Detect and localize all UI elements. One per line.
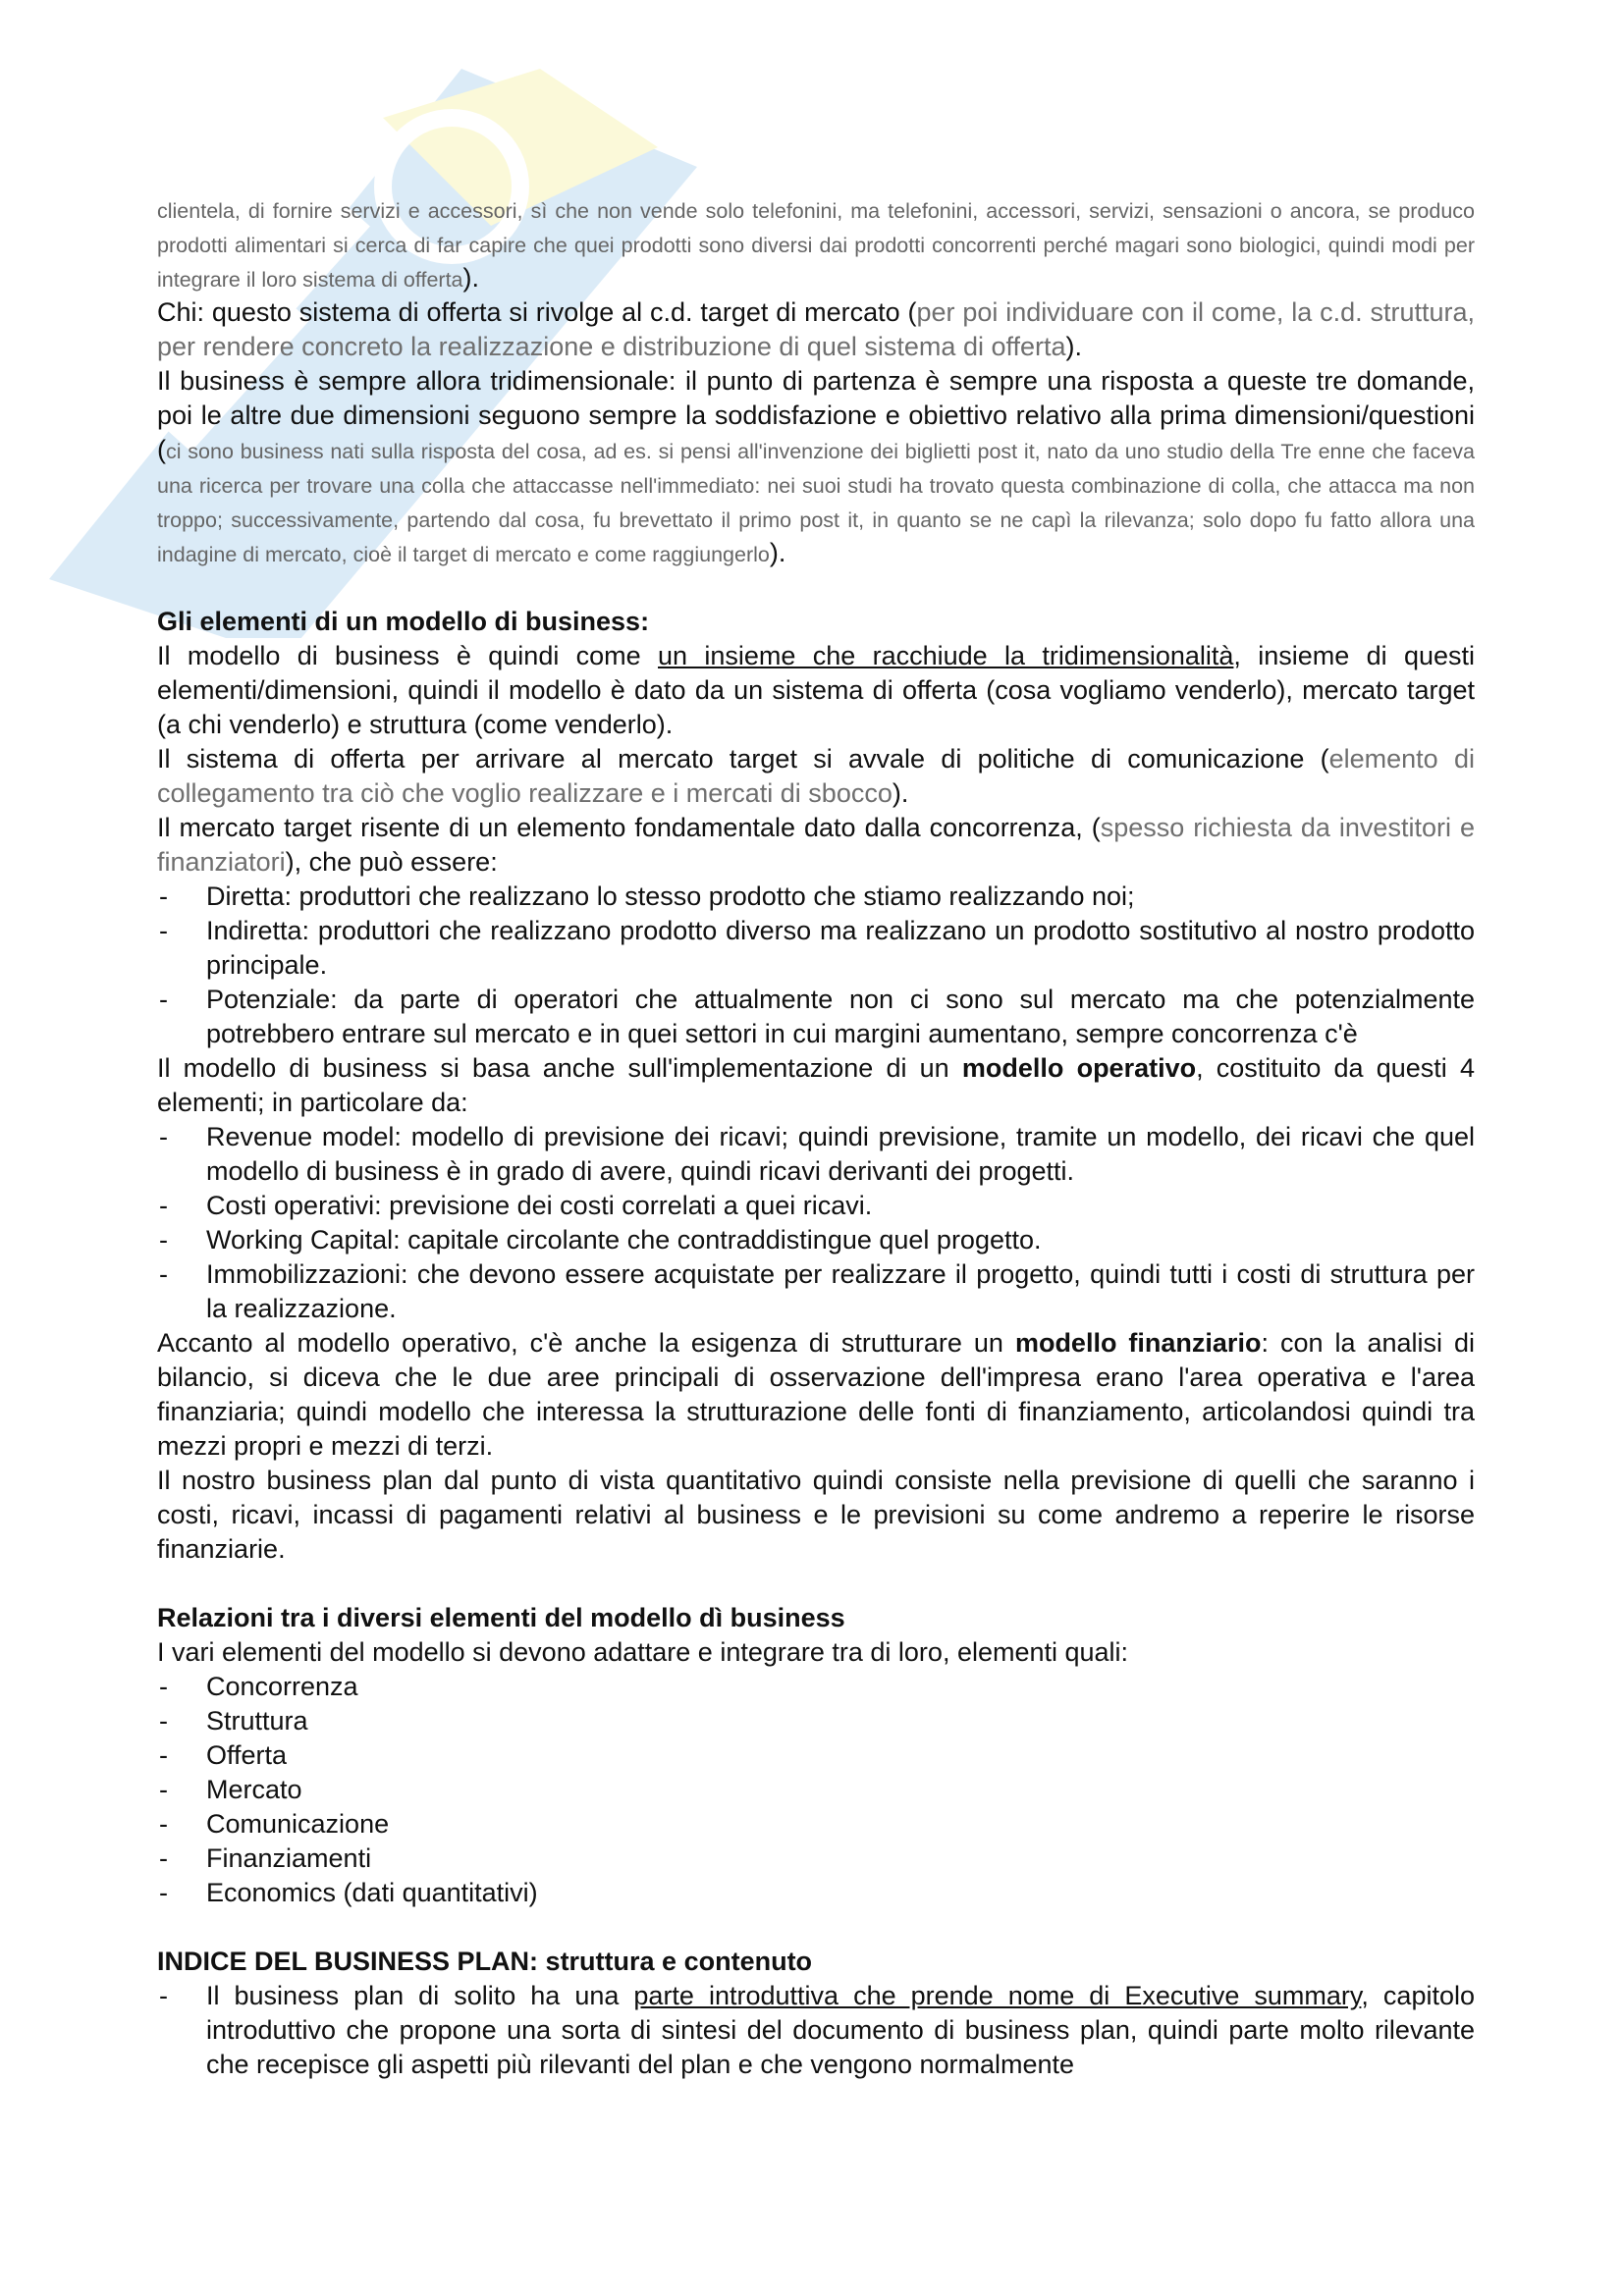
elements-list [157,1670,1475,1910]
section-heading-relations: Relazioni tra i diversi elementi del modello dì business [157,1603,845,1632]
index-list [157,1979,1475,2082]
section1-paragraph-1: Il modello di business è quindi come un insieme che racchiude la tridimensionalità, insieme di questi elementi/dimensioni, quindi il modello è dato da un sistema di offerta (cosa vogliamo venderlo), mercato target (a chi venderlo) e struttura (come venderlo). [157,641,1475,739]
intro-small-text: clientela, di fornire servizi e accessori, sì che non vende solo telefonini, ma telefonini, accessori, servizi, sensazioni o ancora, se produco prodotti alimentari si cerca di far capire che quei prodotti sono diversi dai prodotti concorrenti perché magari sono biologici, quindi modi per integrare il loro sistema di offerta [157,199,1475,292]
list-item: - Economics (dati quantitativi) [157,1876,1475,1910]
section-heading-index: INDICE DEL BUSINESS PLAN: struttura e contenuto [157,1947,813,1976]
intro-paragraph-3: Il business è sempre allora tridimensionale: il punto di partenza è sempre una risposta a queste tre domande, poi le altre due dimensioni seguono sempre la soddisfazione e obiettivo relativo alla prima dimensioni/questioni (ci sono business nati sulla risposta del cosa, ad es. si pensi all'invenzione dei biglietti post it, nato da uno studio della Tre enne che faceva una ricerca per trovare una colla che attaccasse nell'immediato: nei suoi studi ha trovato questa combinazione di colla, che attacca ma non troppo; successivamente, partendo dal cosa, fu brevettato il primo post it, in quanto se ne capì la rilevanza; solo dopo fu fatto allora una indagine di mercato, cioè il target di mercato e come raggiungerlo). [157,366,1475,567]
list-item: - Costi operativi: previsione dei costi correlati a quei ricavi. [157,1189,1475,1223]
document-page [157,192,1475,2082]
list-item: - Finanziamenti [157,1842,1475,1876]
list-item: - Indiretta: produttori che realizzano prodotto diverso ma realizzano un prodotto sostitutivo al nostro prodotto principale. [157,914,1475,983]
section-heading-elements: Gli elementi di un modello di business: [157,607,650,636]
competition-list [157,880,1475,1051]
list-item: - Concorrenza [157,1670,1475,1704]
operative-model-list [157,1120,1475,1326]
list-item: - Potenziale: da parte di operatori che attualmente non ci sono sul mercato ma che potenzialmente potrebbero entrare sul mercato e in quei settori in cui margini aumentano, sempre concorrenza c'è [157,983,1475,1051]
list-item: - Il business plan di solito ha una parte introduttiva che prende nome di Executive summary, capitolo introduttivo che propone una sorta di sintesi del documento di business plan, quindi parte molto rilevante che recepisce gli aspetti più rilevanti del plan e che vengono normalmente [157,1979,1475,2082]
section1-paragraph-4: Il modello di business si basa anche sull'implementazione di un modello operativo, costituito da questi 4 elementi; in particolare da: [157,1053,1475,1117]
section1-paragraph-2: Il sistema di offerta per arrivare al mercato target si avvale di politiche di comunicazione (elemento di collegamento tra ciò che voglio realizzare e i mercati di sbocco). [157,744,1475,808]
list-item: - Diretta: produttori che realizzano lo stesso prodotto che stiamo realizzando noi; [157,880,1475,914]
section1-paragraph-5: Accanto al modello operativo, c'è anche la esigenza di strutturare un modello finanziario: con la analisi di bilancio, si diceva che le due aree principali di osservazione dell'impresa erano l'area operativa e l'area finanziaria; quindi modello che interessa la strutturazione delle fonti di finanziamento, articolandosi quindi tra mezzi propri e mezzi di terzi. [157,1328,1475,1461]
list-item: - Struttura [157,1704,1475,1738]
section1-paragraph-6: Il nostro business plan dal punto di vista quantitativo quindi consiste nella previsione di quelli che saranno i costi, ricavi, incassi di pagamenti relativi al business e le previsioni su come andremo a reperire le risorse finanziarie. [157,1466,1475,1564]
list-item: - Immobilizzazioni: che devono essere acquistate per realizzare il progetto, quindi tutti i costi di struttura per la realizzazione. [157,1257,1475,1326]
list-item: - Comunicazione [157,1807,1475,1842]
section2-intro: I vari elementi del modello si devono adattare e integrare tra di loro, elementi quali: [157,1637,1129,1667]
list-item: - Revenue model: modello di previsione dei ricavi; quindi previsione, tramite un modello, dei ricavi che quel modello di business è in grado di avere, quindi ricavi derivanti dei progetti. [157,1120,1475,1189]
intro-paragraph-1: clientela, di fornire servizi e accessori, sì che non vende solo telefonini, ma telefonini, accessori, servizi, sensazioni o ancora, se produco prodotti alimentari si cerca di far capire che quei prodotti sono diversi dai prodotti concorrenti perché magari sono biologici, quindi modi per integrare il loro sistema di offerta). [157,199,1475,293]
intro-paragraph-2: Chi: questo sistema di offerta si rivolge al c.d. target di mercato (per poi individuare con il come, la c.d. struttura, per rendere concreto la realizzazione e distribuzione di quel sistema di offerta). [157,297,1475,361]
list-item: - Working Capital: capitale circolante che contraddistingue quel progetto. [157,1223,1475,1257]
section1-paragraph-3: Il mercato target risente di un elemento fondamentale dato dalla concorrenza, (spesso richiesta da investitori e finanziatori), che può essere: [157,813,1475,877]
list-item: - Offerta [157,1738,1475,1773]
list-item: - Mercato [157,1773,1475,1807]
